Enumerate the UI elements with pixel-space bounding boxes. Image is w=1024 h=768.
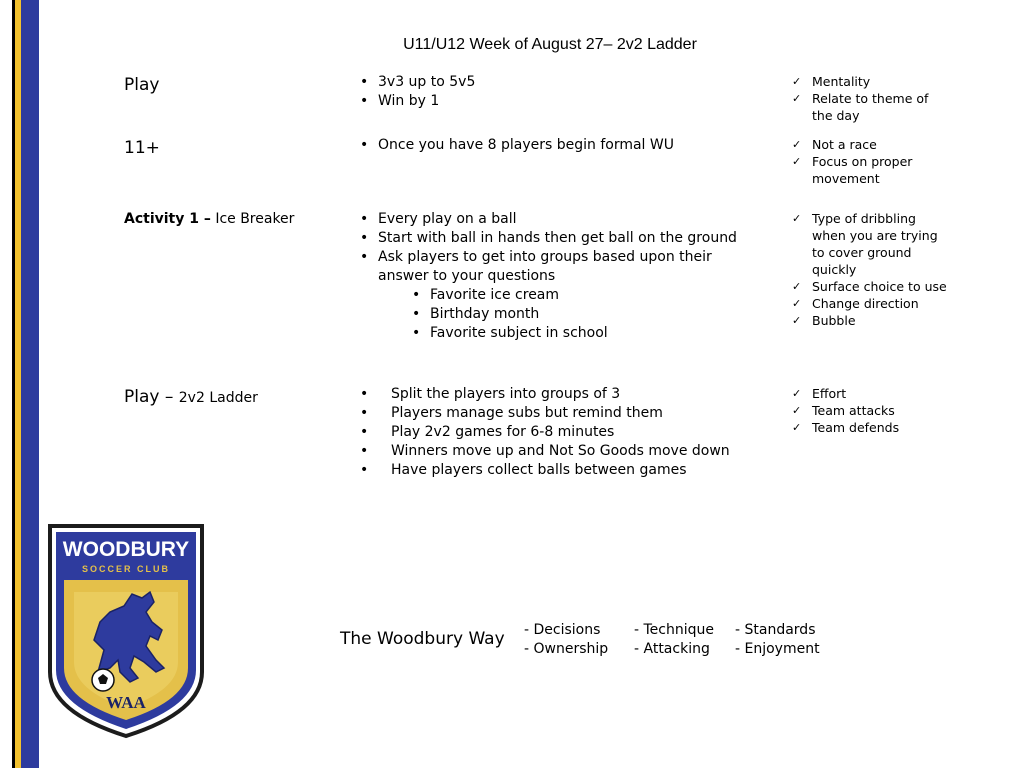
woodbury-crest-logo-icon <box>46 522 206 740</box>
woodbury-way-value: - Decisions <box>524 622 601 638</box>
list-item: • Have players collect balls between games <box>360 461 750 480</box>
check-item: ✓ Relate to theme of the day <box>792 90 952 124</box>
section-items-2v2-ladder <box>360 385 750 480</box>
list-item: • Every play on a ball <box>360 210 750 229</box>
check-item: ✓ Not a race <box>792 136 952 153</box>
list-item: • Winners move up and Not So Goods move down <box>360 442 750 461</box>
woodbury-way-value: - Attacking <box>634 641 710 657</box>
list-item: • Once you have 8 players begin formal WU <box>360 136 750 155</box>
list-item: • Split the players into groups of 3 <box>360 385 750 404</box>
page-title: U11/U12 Week of August 27– 2v2 Ladder <box>403 36 697 53</box>
ladder-label: 2v2 Ladder <box>178 390 258 406</box>
woodbury-way-value: - Technique <box>634 622 714 638</box>
check-item: ✓ Type of dribbling when you are trying to cover ground quickly <box>792 210 952 278</box>
logo-subtitle: SOCCER CLUB <box>81 564 171 574</box>
sub-list-item: • Favorite subject in school <box>360 324 750 343</box>
check-item: ✓ Team attacks <box>792 402 952 419</box>
list-item: • Ask players to get into groups based upon their answer to your questions <box>360 248 750 286</box>
check-item: ✓ Mentality <box>792 73 952 90</box>
list-item: • 3v3 up to 5v5 <box>360 73 750 92</box>
list-item: • Win by 1 <box>360 92 750 111</box>
woodbury-way-label: The Woodbury Way <box>340 629 505 649</box>
check-item: ✓ Team defends <box>792 419 952 436</box>
check-item: ✓ Surface choice to use <box>792 278 952 295</box>
woodbury-way-value: - Ownership <box>524 641 609 657</box>
section-items-play <box>360 73 750 111</box>
logo-initials: WAA <box>106 693 146 712</box>
section-heading-play: Play <box>124 75 160 95</box>
check-item: ✓ Focus on proper movement <box>792 153 952 187</box>
border-stripe-blue <box>21 0 39 768</box>
list-item: • Players manage subs but remind them <box>360 404 750 423</box>
logo-name: WOODBURY <box>62 538 190 561</box>
section-heading-2v2-ladder <box>124 387 258 407</box>
section-items-11plus <box>360 136 750 155</box>
focus-list-play <box>792 73 952 124</box>
section-heading-11plus: 11+ <box>124 138 160 158</box>
list-item: • Start with ball in hands then get ball on the ground <box>360 229 750 248</box>
check-item: ✓ Bubble <box>792 312 952 329</box>
focus-list-2v2-ladder <box>792 385 952 436</box>
check-item: ✓ Effort <box>792 385 952 402</box>
activity-name: Ice Breaker <box>215 211 295 227</box>
woodbury-way-column <box>735 621 820 659</box>
woodbury-way-column <box>524 621 608 659</box>
focus-list-11plus <box>792 136 952 187</box>
woodbury-way-column <box>634 621 714 659</box>
list-item: • Play 2v2 games for 6-8 minutes <box>360 423 750 442</box>
play-label: Play – <box>124 387 174 407</box>
sub-list-item: • Favorite ice cream <box>360 286 750 305</box>
woodbury-way-value: - Enjoyment <box>735 641 820 657</box>
focus-list-activity-1 <box>792 210 952 329</box>
section-heading-activity-1 <box>124 211 294 227</box>
section-items-activity-1 <box>360 210 750 343</box>
check-item: ✓ Change direction <box>792 295 952 312</box>
activity-label: Activity 1 – <box>124 211 211 227</box>
sub-list-item: • Birthday month <box>360 305 750 324</box>
woodbury-way-value: - Standards <box>735 622 816 638</box>
